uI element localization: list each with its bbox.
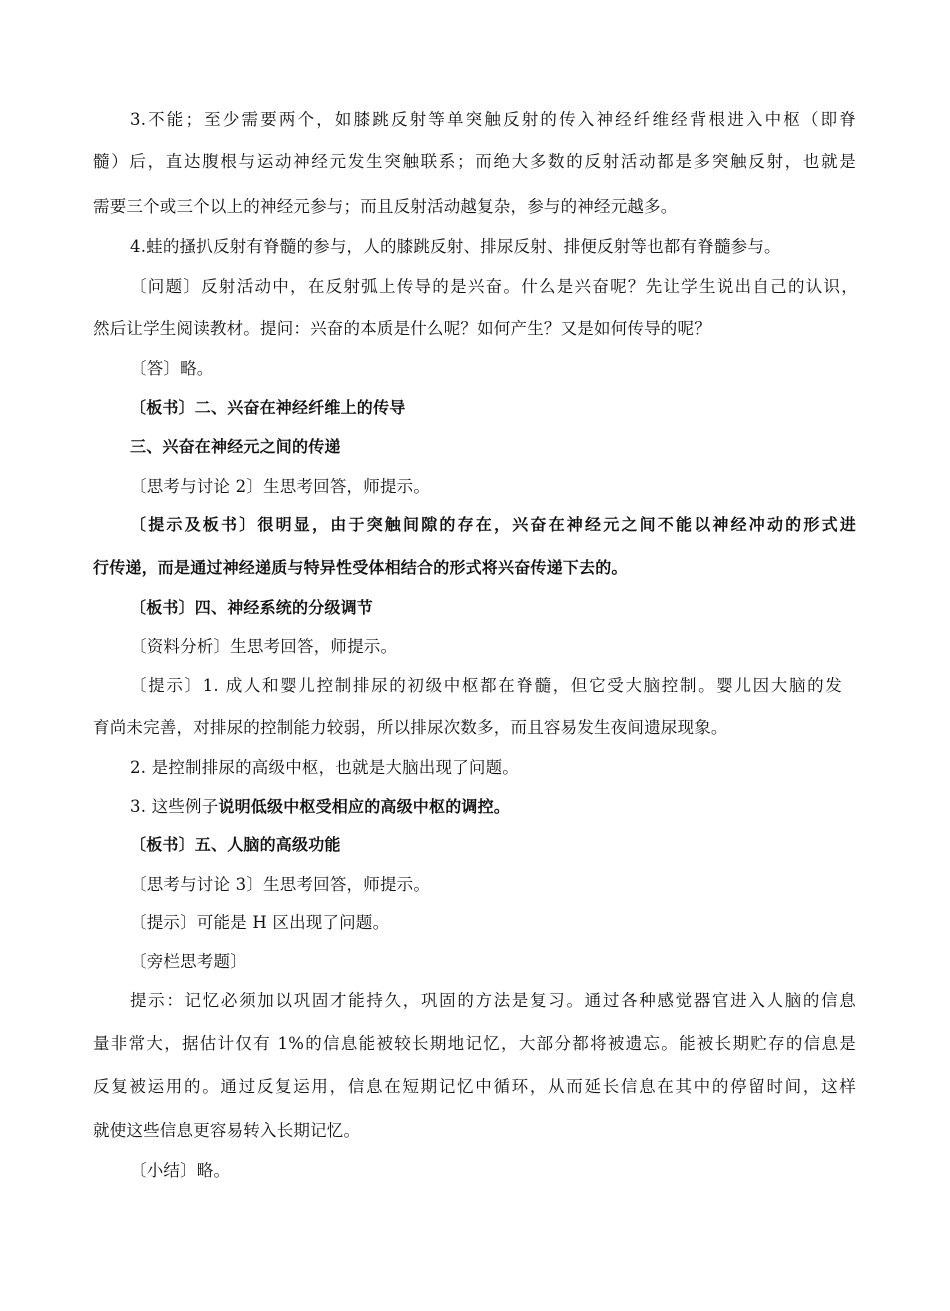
board-heading-5: 〔板书〕五、人脑的高级功能 [130,835,341,854]
question-line-2: 然后让学生阅读教材。提问：兴奋的本质是什么呢？如何产生？又是如何传导的呢？ [93,319,711,338]
answer-line: 〔答〕略。 [130,359,214,378]
hint-3-prefix: 3. 这些例子 [130,797,219,816]
memory-hint-line-1: 提示：记忆必须加以巩固才能持久，巩固的方法是复习。通过各种感觉器官进入人脑的信息 [130,991,856,1010]
discussion-3-line: 〔思考与讨论 3〕生思考回答，师提示。 [130,875,431,894]
hint-h-area-line: 〔提示〕可能是 H 区出现了问题。 [130,913,390,932]
board-heading-2: 〔板书〕二、兴奋在神经纤维上的传导 [130,398,406,417]
paragraph-1-line-2: 髓）后，直达腹根与运动神经元发生突触联系；而绝大多数的反射活动都是多突触反射，也就是 [93,152,856,171]
paragraph-1-line-1: 3.不能；至少需要两个，如膝跳反射等单突触反射的传入神经纤维经背根进入中枢（即脊 [130,110,856,129]
hint-3-bold: 说明低级中枢受相应的高级中枢的调控。 [218,797,510,816]
sidebar-question-line: 〔旁栏思考题〕 [130,952,247,971]
memory-hint-line-3: 反复被运用的。通过反复运用，信息在短期记忆中循环，从而延长信息在其中的停留时间，这样 [93,1077,856,1096]
memory-hint-line-4: 就使这些信息更容易转入长期记忆。 [93,1121,361,1140]
question-line-1: 〔问题〕反射活动中，在反射弧上传导的是兴奋。什么是兴奋呢？先让学生说出自己的认识， [130,277,858,296]
summary-line: 〔小结〕略。 [130,1161,231,1180]
hint-board-line-2: 行传递，而是通过神经递质与特异性受体相结合的形式将兴奋传递下去的。 [93,558,628,577]
board-heading-4: 〔板书〕四、神经系统的分级调节 [130,598,374,617]
board-heading-3: 三、兴奋在神经元之间的传递 [130,437,341,456]
hint-1-line-2: 育尚未完善，对排尿的控制能力较弱，所以排尿次数多，而且容易发生夜间遗尿现象。 [93,718,728,737]
hint-1-line-1: 〔提示〕1. 成人和婴儿控制排尿的初级中枢都在脊髓，但它受大脑控制。婴儿因大脑的发 [130,676,842,695]
hint-2-line: 2. 是控制排尿的高级中枢，也就是大脑出现了问题。 [130,758,519,777]
discussion-2-line: 〔思考与讨论 2〕生思考回答，师提示。 [130,477,431,496]
hint-3-line [130,796,510,818]
paragraph-1-line-3: 需要三个或三个以上的神经元参与；而且反射活动越复杂，参与的神经元越多。 [93,197,678,216]
hint-board-line-1: 〔提示及板书〕很明显，由于突触间隙的存在，兴奋在神经元之间不能以神经冲动的形式进 [130,515,856,534]
memory-hint-line-2: 量非常大，据估计仅有 1%的信息能被较长期地记忆，大部分都将被遗忘。能被长期贮存的信息是 [93,1034,856,1053]
paragraph-2: 4.蛙的搔扒反射有脊髓的参与，人的膝跳反射、排尿反射、排便反射等也都有脊髓参与。 [130,237,781,256]
material-analysis-line: 〔资料分析〕生思考回答，师提示。 [130,637,398,656]
